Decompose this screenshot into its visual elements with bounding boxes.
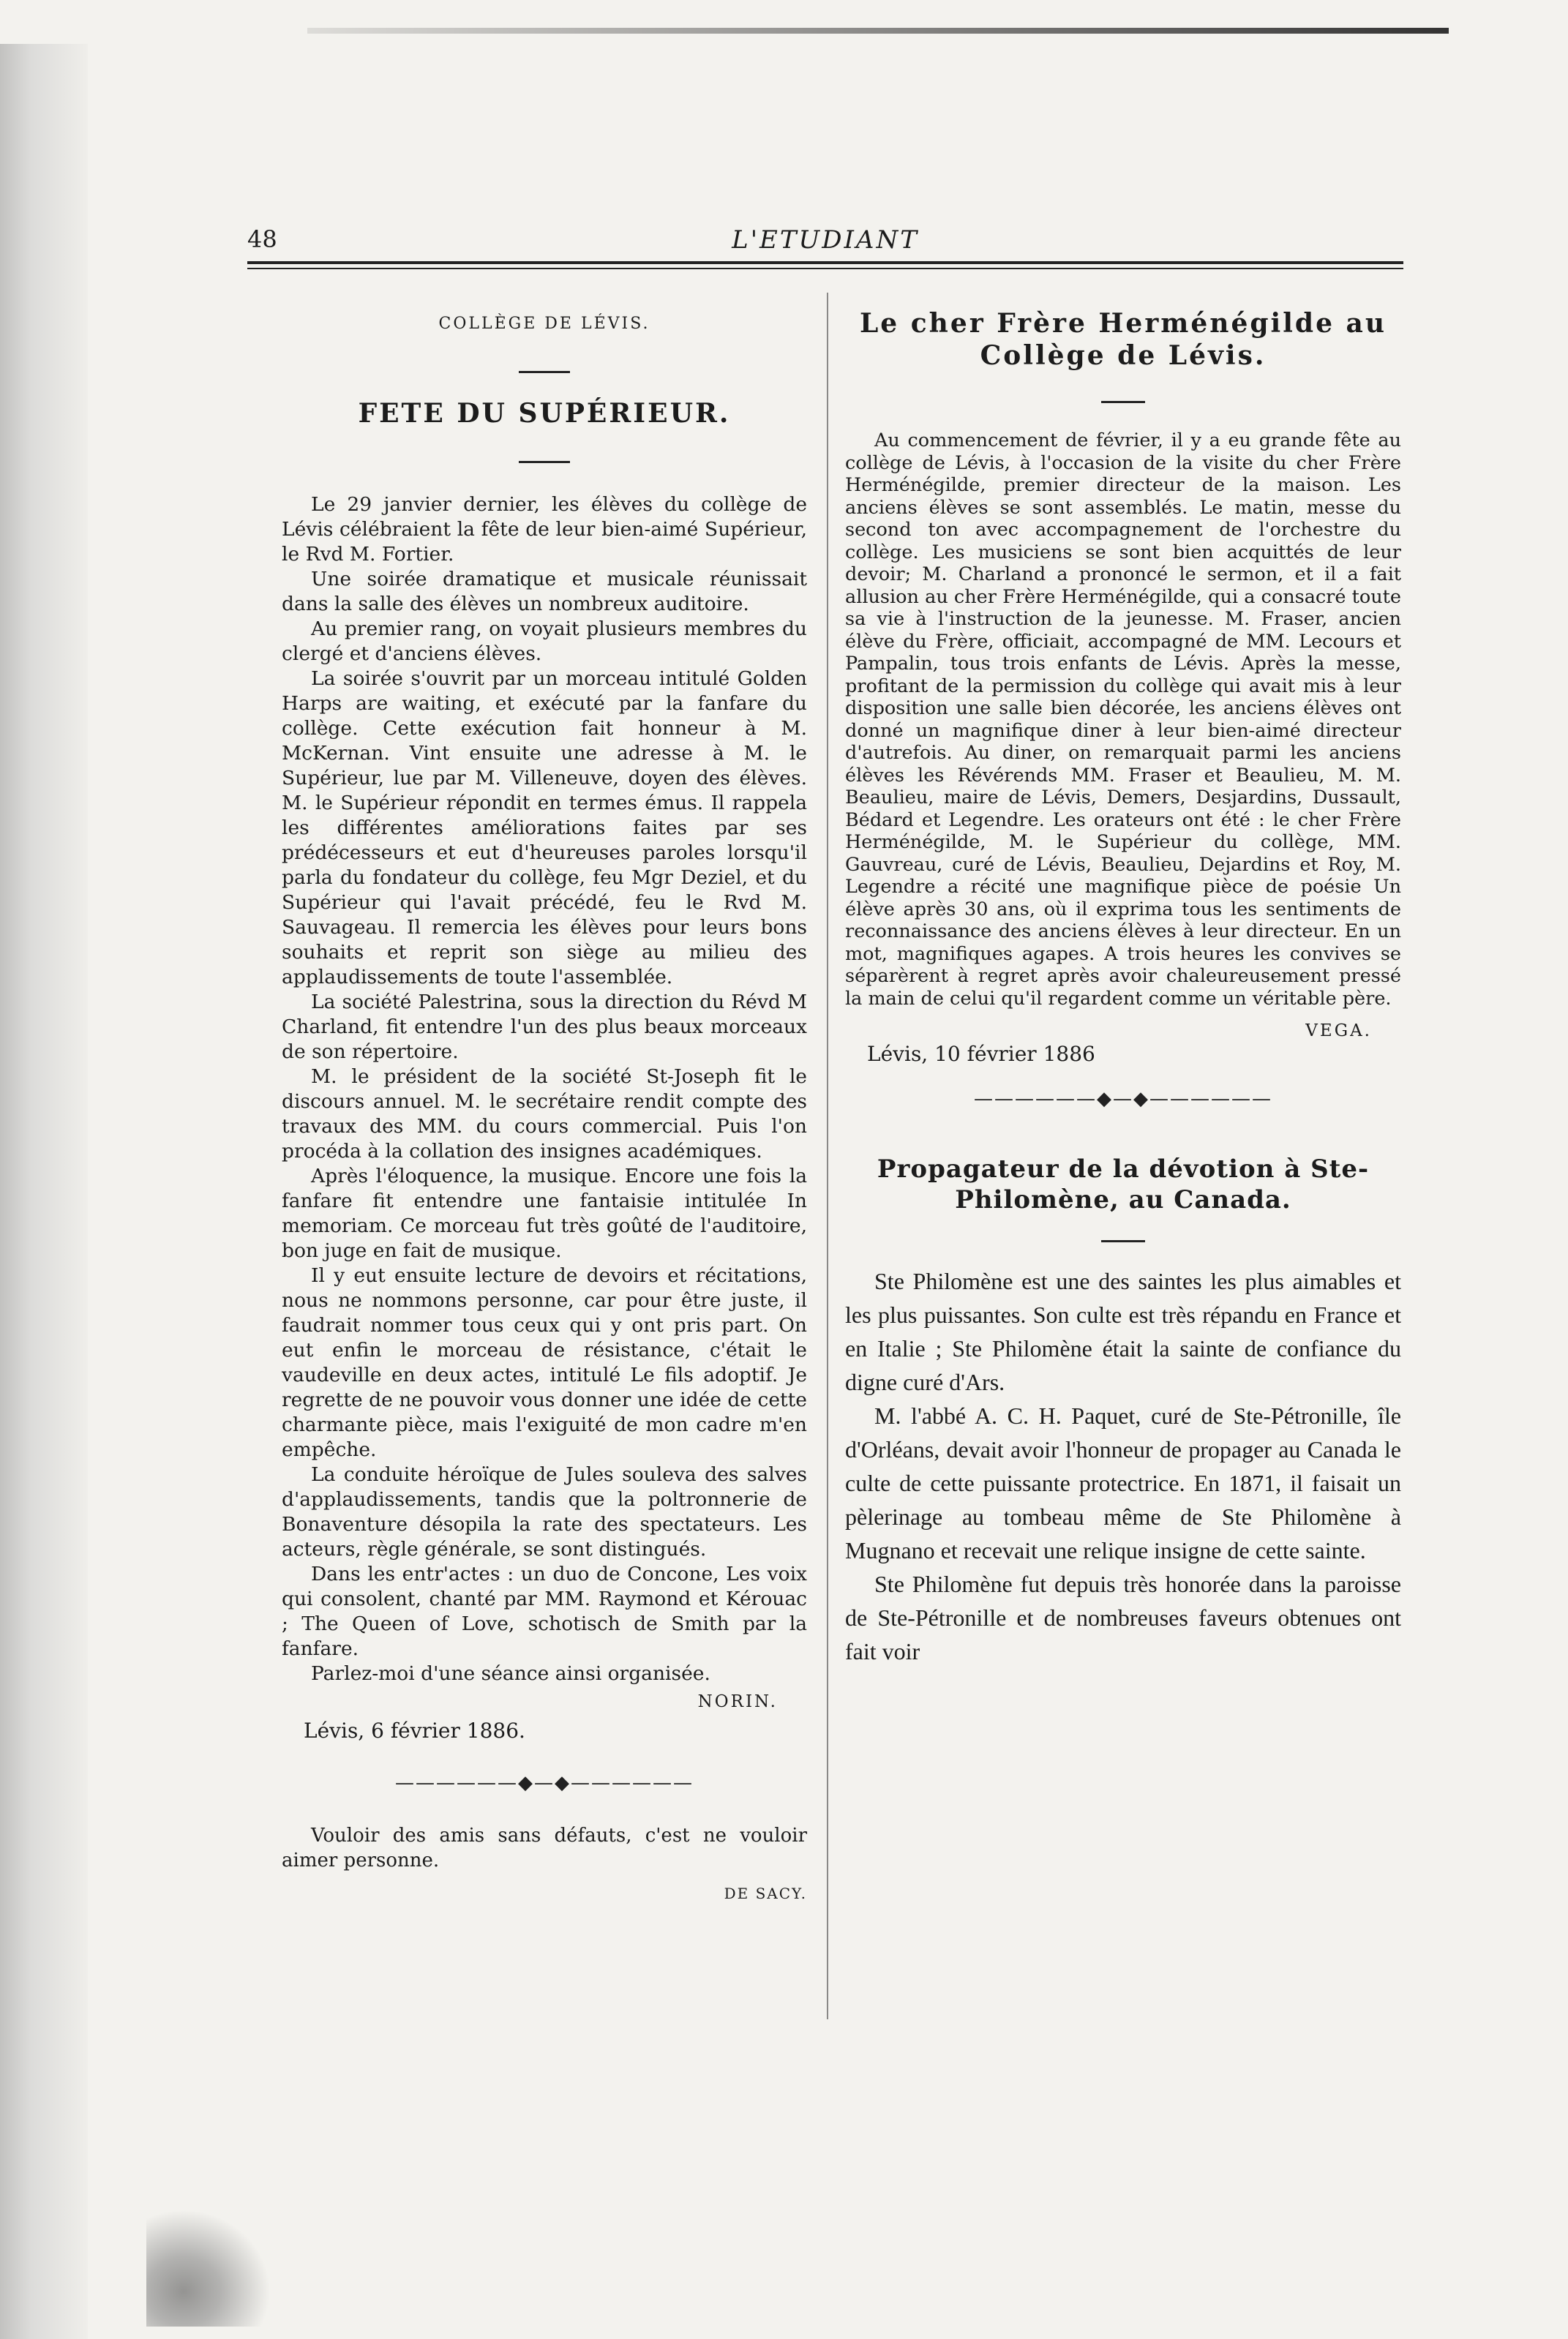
- paragraph: Une soirée dramatique et musicale réunissait dans la salle des élèves un nombreux auditoire.: [282, 568, 807, 615]
- quote: Vouloir des amis sans défauts, c'est ne vouloir aimer personne.: [282, 1825, 807, 1871]
- running-title: L'ETUDIANT: [732, 225, 919, 255]
- paragraph: Dans les entr'actes : un duo de Concone, Les voix qui consolent, chanté par MM. Raymond et Kérouac ; The Queen of Love, schotisch de Smith par la fanfare.: [282, 1563, 807, 1660]
- header-rule-thin: [247, 268, 1403, 269]
- paragraph: Au premier rang, on voyait plusieurs membres du clergé et d'anciens élèves.: [282, 617, 807, 665]
- paragraph: Il y eut ensuite lecture de devoirs et récitations, nous ne nommons personne, car pour être juste, il faudrait nommer tous ceux qui y ont pris part. On eut enfin le morceau de résistance, c'était le vaudeville en deux actes, intitulé Le fils adoptif. Je regrette de ne pouvoir vous donner une idée de cette charmante pièce, mais l'exiguité de mon cadre m'en empêche.: [282, 1264, 807, 1461]
- article-title: Propagateur de la dévotion à Ste-Philomène, au Canada.: [877, 1155, 1370, 1214]
- dateline: Lévis, 6 février 1886.: [304, 1719, 525, 1743]
- scan-top-border: [307, 28, 1449, 34]
- signature: NORIN.: [697, 1692, 778, 1711]
- ornament-divider: ——————◆—◆——————: [974, 1088, 1272, 1110]
- paragraph: Après l'éloquence, la musique. Encore une fois la fanfare fit entendre une fantaisie intitulée In memoriam. Ce morceau fut très goûté de l'auditoire, bon juge en fait de musique.: [282, 1165, 807, 1262]
- left-column: [282, 307, 807, 1902]
- paragraph: Ste Philomène fut depuis très honorée dans la paroisse de Ste-Pétronille et de nombreuses faveurs obtenues ont fait voir: [845, 1571, 1401, 1664]
- header-rule-thick: [247, 261, 1403, 264]
- separator-dash: [519, 371, 570, 373]
- paragraph: Ste Philomène est une des saintes les plus aimables et les plus puissantes. Son culte est très répandu en France et en Italie ; Ste Philomène était la sainte de confiance du digne curé d'Ars.: [845, 1268, 1401, 1395]
- paragraph: M. le président de la société St-Joseph fit le discours annuel. M. le secrétaire rendit compte des travaux des MM. du cours commercial. Puis l'on procéda à la collation des insignes académiques.: [282, 1065, 807, 1163]
- right-column: [845, 307, 1401, 1668]
- paragraph: La soirée s'ouvrit par un morceau intitulé Golden Harps are waiting, et exécuté par la fanfare du collège. Cette exécution fait honneur à M. McKernan. Vint ensuite une adresse à M. le Supérieur, lue par M. Villeneuve, doyen des élèves. M. le Supérieur répondit en termes émus. Il rappela les différentes améliorations faites par ses prédécesseurs et eut d'heureuses paroles lorsqu'il parla du fondateur du collège, feu Mgr Deziel, et du Supérieur qui l'avait précédé, feu le Rvd M. Sauvageau. Il remercia les élèves pour leurs bons souhaits et reprit son siège au milieu des applaudissements de toute l'assemblée.: [282, 667, 807, 988]
- scan-smudge: [146, 2210, 271, 2327]
- article-title: FETE DU SUPÉRIEUR.: [358, 398, 731, 429]
- paragraph: La conduite héroïque de Jules souleva des salves d'applaudissements, tandis que la poltronnerie de Bonaventure désopila la rate des spectateurs. Les acteurs, règle générale, se sont distingués.: [282, 1463, 807, 1561]
- separator-dash: [1101, 401, 1145, 403]
- ornament-divider: ——————◆—◆——————: [395, 1772, 694, 1794]
- college-label: COLLÈGE DE LÉVIS.: [438, 315, 650, 333]
- quote-author: DE SACY.: [724, 1885, 807, 1902]
- article-title: Le cher Frère Herménégilde au Collège de Lévis.: [859, 308, 1387, 371]
- page-header: [247, 219, 1403, 263]
- dateline: Lévis, 10 février 1886: [867, 1042, 1095, 1066]
- column-divider: [827, 293, 828, 2019]
- separator-dash: [519, 461, 570, 463]
- paragraph: Parlez-moi d'une séance ainsi organisée.: [311, 1662, 710, 1685]
- page-number: 48: [247, 225, 277, 253]
- scan-edge-shadow: [0, 44, 88, 2339]
- signature: VEGA.: [1305, 1021, 1372, 1040]
- paragraph: Au commencement de février, il y a eu grande fête au collège de Lévis, à l'occasion de la visite du cher Frère Herménégilde, premier directeur de la maison. Les anciens élèves se sont assemblés. Le matin, messe du second ton avec accompagnement de l'orchestre du collège. Les musiciens se sont bien acquittés de leur devoir; M. Charland a prononcé le sermon, et il a fait allusion au cher Frère Herménégilde, qui a consacré toute sa vie à l'instruction de la jeunesse. M. Fraser, ancien élève du Frère, officiait, accompagné de MM. Lecours et Pampalin, tous trois enfants de Lévis. Après la messe, profitant de la permission du collège qui avait mis à leur disposition une salle bien décorée, les anciens élèves ont donné un magnifique diner à leur bien-aimé directeur d'autrefois. Au diner, on remarquait parmi les anciens élèves les Révérends MM. Fraser et Beaulieu, M. M. Beaulieu, maire de Lévis, Demers, Desjardins, Dussault, Bédard et Legendre. Les orateurs ont été : le cher Frère Herménégilde, M. le Supérieur du collège, MM. Gauvreau, curé de Lévis, Beaulieu, Dejardins et Roy, M. Legendre a récité une magnifique pièce de poésie Un élève après 30 ans, où il exprima tous les sentiments de reconnaissance des anciens élèves à leur directeur. En un mot, magnifiques agapes. A trois heures les convives se séparèrent à regret après avoir chaleureusement pressé la main de celui qu'il regardent comme un véritable père.: [845, 429, 1401, 1010]
- paragraph: Le 29 janvier dernier, les élèves du collège de Lévis célébraient la fête de leur bien-aimé Supérieur, le Rvd M. Fortier.: [282, 493, 807, 566]
- paragraph: La société Palestrina, sous la direction du Révd M Charland, fit entendre l'un des plus beaux morceaux de son répertoire.: [282, 991, 807, 1063]
- separator-dash: [1101, 1240, 1145, 1242]
- paragraph: M. l'abbé A. C. H. Paquet, curé de Ste-Pétronille, île d'Orléans, devait avoir l'honneur de propager au Canada le culte de cette puissante protectrice. En 1871, il faisait un pèlerinage au tombeau même de Ste Philomène à Mugnano et recevait une relique insigne de cette sainte.: [845, 1403, 1401, 1563]
